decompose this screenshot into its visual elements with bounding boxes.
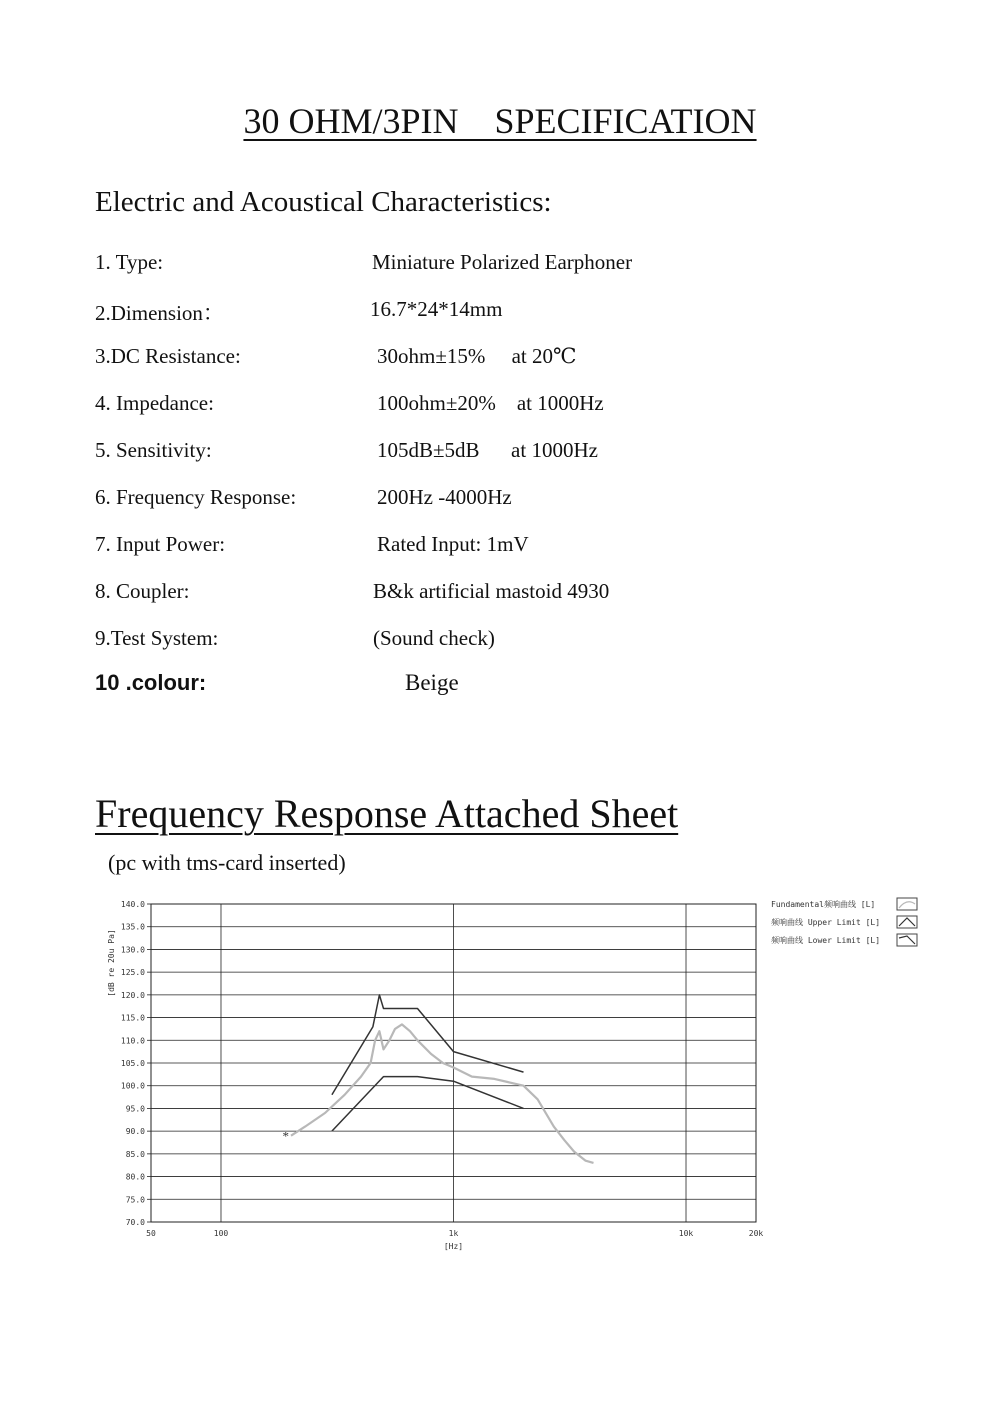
x-axis-label: [Hz] (443, 1242, 464, 1251)
spec-label: 4. Impedance: (95, 391, 214, 415)
spec-label: 7. Input Power: (95, 532, 226, 556)
spec-value: 200Hz -4000Hz (377, 485, 512, 509)
spec-label: 9.Test System: (95, 626, 219, 650)
legend-label: Fundamental频响曲线 [L] (771, 900, 876, 909)
y-tick-label: 115.0 (120, 1013, 145, 1023)
y-tick-label: 80.0 (125, 1172, 145, 1182)
spec-value: 16.7*24*14mm (370, 297, 503, 321)
x-tick-label: 1k (448, 1229, 459, 1238)
y-tick-label: 100.0 (120, 1081, 145, 1091)
y-tick-label: 95.0 (125, 1104, 145, 1114)
lower-limit-curve (332, 1077, 524, 1132)
y-tick-label: 125.0 (120, 968, 145, 978)
y-tick-label: 70.0 (125, 1218, 145, 1227)
spec-value: Rated Input: 1mV (377, 532, 529, 556)
y-tick-label: 110.0 (120, 1036, 145, 1046)
spec-label: 6. Frequency Response: (95, 485, 297, 509)
spec-value: Miniature Polarized Earphoner (372, 250, 633, 274)
y-tick-label: 135.0 (120, 922, 145, 932)
spec-value: Beige (405, 670, 459, 695)
spec-value: (Sound check) (373, 626, 495, 650)
title-text: 30 OHM/3PIN SPECIFICATION (243, 101, 757, 141)
spec-label: 5. Sensitivity: (95, 438, 212, 462)
legend-label: 频响曲线 Lower Limit [L] (771, 936, 881, 945)
y-axis-label: [dB re 20u Pa] (107, 929, 116, 997)
y-tick-label: 130.0 (120, 945, 145, 955)
spec-value: 30ohm±15% at 20℃ (377, 344, 577, 368)
frequency-response-title: Frequency Response Attached Sheet (95, 791, 679, 836)
spec-label: 1. Type: (95, 250, 164, 274)
x-tick-label: 100 (213, 1229, 229, 1238)
x-tick-label: 20k (748, 1229, 764, 1238)
start-marker: * (282, 1128, 290, 1144)
y-tick-label: 75.0 (125, 1195, 145, 1205)
fundamental-curve (291, 1024, 594, 1163)
spec-label: 10 .colour: (95, 670, 207, 695)
frequency-response-note: (pc with tms-card inserted) (108, 850, 346, 875)
y-tick-label: 140.0 (120, 900, 145, 909)
legend-label: 频响曲线 Upper Limit [L] (771, 918, 881, 927)
y-tick-label: 120.0 (120, 990, 145, 1000)
x-tick-label: 10k (678, 1229, 694, 1238)
spec-value: 105dB±5dB at 1000Hz (377, 438, 598, 462)
spec-label: 3.DC Resistance: (95, 344, 241, 368)
x-tick-label: 50 (146, 1229, 156, 1238)
y-tick-label: 90.0 (125, 1127, 145, 1137)
section-heading: Electric and Acoustical Characteristics: (95, 186, 552, 218)
spec-value: B&k artificial mastoid 4930 (373, 579, 610, 603)
y-tick-label: 85.0 (125, 1149, 145, 1159)
spec-value: 100ohm±20% at 1000Hz (377, 391, 604, 415)
y-tick-label: 105.0 (120, 1059, 145, 1068)
spec-label: 2.Dimension： (95, 301, 224, 325)
spec-label: 8. Coupler: (95, 579, 190, 603)
